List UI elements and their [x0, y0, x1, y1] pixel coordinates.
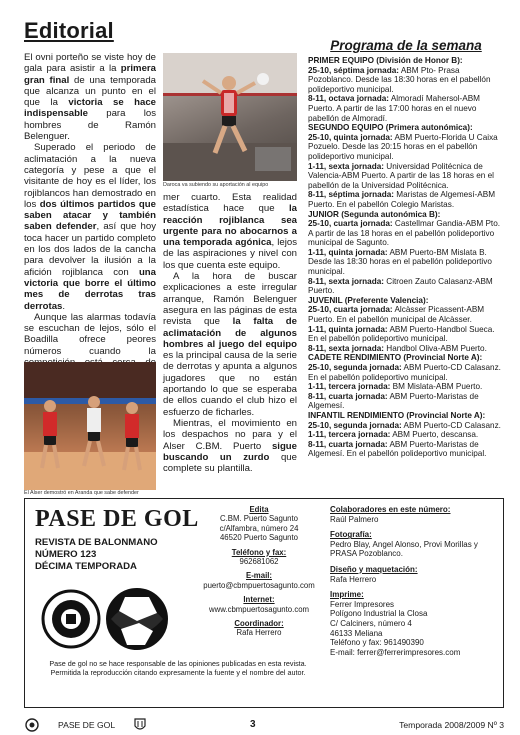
- club-logo: [41, 583, 181, 655]
- schedule-entry: 25-10, segunda jornada: ABM Puerto-CD Calasanz. En el pabellón polideportivo municipal.: [308, 363, 501, 382]
- schedule-entry: 1-11, tercera jornada: ABM Puerto, descansa.: [308, 430, 479, 440]
- schedule-entry: 1-11, sexta jornada: Universidad Politécnica de Valencia-ABM Puerto. A partir de las 18 horas en el pabellón de la Universidad Politécnica.: [308, 161, 494, 190]
- label: Imprime:: [330, 590, 364, 600]
- editorial-column-2: [163, 192, 297, 474]
- collaborators: Colaboradores en este número: Raúl Palmero Fotografía: Pedro Blay, Angel Alonso, Provi Morillas y PRASA Pozoblanco. Diseño y maquetación: Rafa Herrero Imprime: Ferrer Impresores Polígono Industrial la Closa C/ Calciners, número 4 46133 Meliana Teléfono y fax: 961490390 E-mail: ferrer@ferrerimpresores.com: [330, 505, 500, 657]
- schedule-section-header: JUNIOR (Segunda autonómica B):: [308, 209, 441, 219]
- printer-email[interactable]: E-mail: ferrer@ferrerimpresores.com: [330, 647, 461, 657]
- footer-logo-icon: [24, 718, 40, 732]
- footer-magazine-name: PASE DE GOL: [58, 720, 116, 730]
- schedule-entry: 1-11, quinta jornada: ABM Puerto-BM Mislata B. Desde las 18:30 horas en el pabellón polideportivo municipal.: [308, 247, 492, 277]
- editorial-column-1: [24, 52, 156, 380]
- photo-caption: El Alser demostró en Aranda que sabe defender: [24, 490, 139, 496]
- paragraph: mer cuarto. Esta realidad estadística hace que la reacción rojiblanca sea urgente para no abocarnos a una temporada agónica, lejos de las aspiraciones y nivel con los que cuenta este equipo.: [163, 192, 298, 271]
- schedule-list: [308, 56, 504, 459]
- label: E-mail:: [246, 571, 272, 581]
- schedule-section-header: SEGUNDO EQUIPO (Primera autonómica):: [308, 123, 473, 133]
- email-link[interactable]: puerto@cbmpuertosagunto.com: [203, 580, 315, 590]
- schedule-entry: 1-11, tercera jornada: BM Mislata-ABM Puerto.: [308, 382, 483, 392]
- schedule-entry: 25-10, segunda jornada: ABM Puerto-CD Calasanz.: [308, 420, 501, 430]
- label: Teléfono y fax:: [231, 547, 287, 557]
- disclaimer: Pase de gol no se hace responsable de las opiniones publicadas en esta revista. Permitida la reproducción citando expresamente la fuente y el nombre del autor.: [49, 659, 307, 677]
- schedule-section-header: CADETE RENDIMIENTO (Provincial Norte A):: [308, 353, 483, 363]
- schedule-entry: 25-10, séptima jornada: ABM Pto- Prasa Pozoblanco. Desde las 18:30 horas en el pabellón polideportivo municipal.: [308, 65, 491, 94]
- paragraph: A la hora de buscar explicaciones a este irregular arranque, Ramón Belenguer asegura en las páginas de esta revista que la falta de aclimatación de algunos hombres al juego del equipo es la principal causa de la serie de derrotas y apunta a algunos jugadores que no están aportando lo que se esperaba de ellos cuando el club hizo el esfuerzo de ficharles.: [163, 271, 297, 418]
- schedule-entry: 8-11, octava jornada: Almoradí Mahersol-ABM Puerto. A partir de las 17:00 horas en el nuevo pabellón de Almoradí.: [308, 94, 481, 123]
- paragraph: Superado el periodo de aclimatación a la nueva categoría y pese a que el visitante de hoy es el líder, los rojiblancos han demostrado en los dos últimos partidos que saben atacar y también saben defender, así que hoy toca hacer un partido completo en los dos lados de la cancha para devolver la ilusión a la afición rojiblanca con una victoria que borre el último mes de derrotas tras derrotas.: [24, 142, 156, 312]
- schedule-entry: 8-11, cuarta jornada: ABM Puerto-Maristas de Algemesí. En el pabellón polideportivo municipal.: [308, 439, 487, 459]
- paragraph: El ovni porteño se viste hoy de gala para asistir a la primera gran final de una temporada que alcanza un punto en el que la victoria se hace indispensable para los hombres de Ramón Belenguer.: [24, 52, 156, 143]
- player-photo-daroca: [163, 53, 297, 181]
- footer-crest-icon: [134, 718, 146, 732]
- label: Coordinador:: [234, 619, 284, 629]
- label: Diseño y maquetación:: [330, 564, 418, 574]
- editorial-title: Editorial: [24, 18, 114, 43]
- credits-box: [24, 498, 504, 708]
- paragraph: Mientras, el movimiento en los despachos no para y el Alser C.BM. Puerto sigue buscando un zurdo que complete su plantilla.: [163, 417, 297, 475]
- schedule-entry: 8-11, sexta jornada: Handbol Oliva-ABM Puerto.: [308, 343, 487, 353]
- schedule-entry: 8-11, sexta jornada: Citroen Zauto Calasanz-ABM Puerto.: [308, 276, 493, 296]
- schedule-entry: 8-11, cuarta jornada: ABM Puerto-Maristas de Algemesí.: [308, 391, 479, 411]
- magazine-subtitle: REVISTA DE BALONMANO NÚMERO 123 DÉCIMA TEMPORADA: [35, 537, 158, 572]
- label: Colaboradores en este número:: [330, 505, 451, 514]
- schedule-section-header: PRIMER EQUIPO (División de Honor B):: [308, 56, 463, 65]
- schedule-entry: 8-11, séptima jornada: Maristas de Algemesí-ABM Puerto. En el pabellón Colegio Maristas.: [308, 190, 496, 209]
- schedule-entry: 25-10, cuarta jornada: Alcàsser Picassent-ABM Puerto. En el pabellón municipal de Alcàsser.: [308, 305, 485, 325]
- label: Fotografía:: [330, 530, 372, 540]
- schedule-section-header: INFANTIL RENDIMIENTO (Provincial Norte A):: [308, 410, 486, 420]
- schedule-title: Programa de la semana: [330, 38, 482, 53]
- website-link[interactable]: www.cbmpuertosagunto.com: [208, 604, 310, 614]
- schedule-entry: 1-11, quinta jornada: ABM Puerto-Handbol Sueca. En el pabellón polideportivo municipal.: [308, 324, 495, 344]
- label: Edita: [249, 505, 269, 514]
- page-number: 3: [250, 719, 256, 730]
- label: Internet:: [243, 595, 275, 605]
- footer-season: Temporada 2008/2009 Nº 3: [399, 720, 504, 730]
- paragraph: Aunque las alarmas todavía se escuchan de lejos, sólo el Boadilla ofrece peores números cuando la: [24, 311, 156, 357]
- page-footer: [24, 718, 504, 732]
- schedule-entry: 25-10, cuarta jornada: Castellmar Gandia-ABM Pto. A partir de las 18 horas en el pabellón polideportivo municipal de Sagunto.: [308, 219, 501, 248]
- schedule-entry: 25-10, quinta jornada: ABM Puerto-Florida U Caixa Pozuelo. Desde las 20:15 horas en el pabellón polideportivo municipal.: [308, 132, 498, 161]
- schedule-section-header: JUVENIL (Preferente Valencia):: [308, 295, 429, 305]
- publisher-contact: Edita C.BM. Puerto Sagunto c/Alfambra, número 24 46520 Puerto Sagunto Teléfono y fax: 962681062 E-mail: puerto@cbmpuertosagunto.com Internet: www.cbmpuertosagunto.com Coordinador: Rafa Herrero: [198, 505, 320, 638]
- magazine-title: PASE DE GOL: [35, 506, 199, 532]
- photo-caption: Daroca va subiendo su aportación al equipo: [163, 182, 269, 188]
- team-defending-photo: [24, 362, 156, 490]
